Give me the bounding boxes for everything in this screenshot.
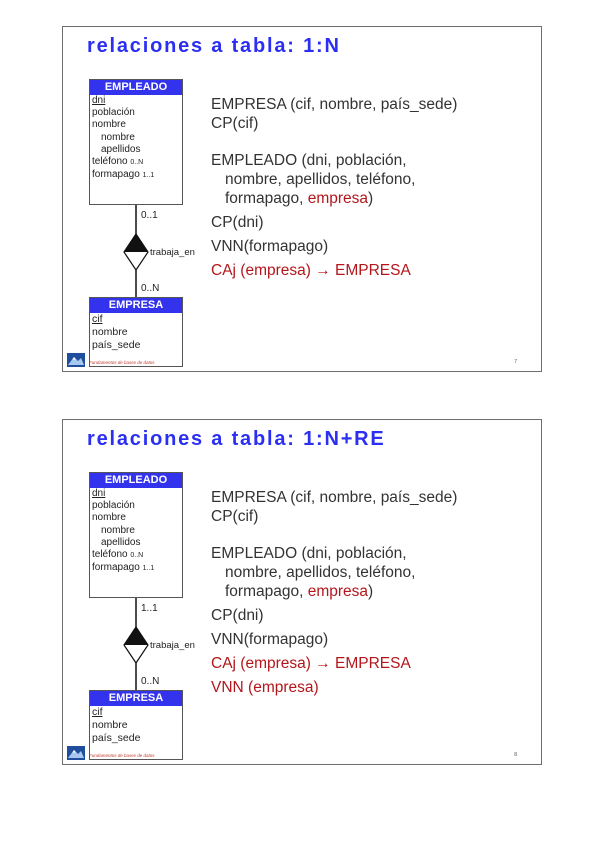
page-number: 8	[514, 752, 517, 758]
attribute-poblacion: población	[92, 107, 135, 119]
empleado-schema-line-3	[211, 189, 536, 208]
attribute-nombre-sub: nombre	[101, 524, 135, 536]
footer-text: Fundamentos de bases de datos	[89, 753, 155, 758]
attribute-poblacion: población	[92, 500, 135, 512]
attribute-formapago	[90, 169, 182, 182]
attribute-pais-sede: país_sede	[92, 339, 141, 351]
mountain-logo-icon	[67, 353, 85, 367]
slide-title: relaciones a tabla: 1:N+RE	[87, 428, 386, 450]
attribute-formapago	[90, 562, 182, 575]
attribute-dni: dni	[92, 488, 106, 499]
bottom-cardinality: 0..N	[141, 283, 160, 294]
attribute-telefono-name: teléfono	[92, 156, 128, 168]
empleado-schema-line-1: EMPLEADO (dni, población,	[211, 545, 407, 562]
foreign-key-attribute: empresa	[307, 583, 369, 600]
foreign-key-constraint: CAj (empresa) → EMPRESA	[211, 262, 411, 279]
relational-schema	[211, 95, 536, 280]
empresa-primary-key: CP(cif)	[211, 508, 259, 525]
attribute-nombre: nombre	[92, 512, 126, 524]
not-null-constraint: VNN(formapago)	[211, 631, 329, 648]
empresa-schema: EMPRESA (cif, nombre, país_sede)	[211, 96, 458, 113]
attribute-nombre: nombre	[92, 119, 126, 131]
slide-2	[62, 419, 542, 765]
mountain-logo-icon	[67, 746, 85, 760]
foreign-key-constraint: CAj (empresa) → EMPRESA	[211, 655, 411, 672]
footer-text: Fundamentos de bases de datos	[89, 360, 155, 365]
attribute-apellidos: apellidos	[101, 536, 141, 548]
empleado-schema-line-3	[211, 582, 536, 601]
empleado-entity	[89, 472, 183, 598]
empleado-schema-line-3-text: formapago,	[225, 190, 304, 207]
entity-name: EMPLEADO	[90, 473, 182, 488]
empresa-entity	[89, 297, 183, 367]
attribute-formapago-cardinality: 1..1	[142, 565, 155, 573]
closing-paren: )	[368, 190, 374, 207]
attribute-apellidos: apellidos	[101, 143, 141, 155]
relational-schema	[211, 488, 536, 697]
attribute-nombre: nombre	[92, 326, 128, 338]
empresa-entity	[89, 690, 183, 760]
attribute-cif: cif	[92, 313, 103, 325]
attribute-telefono	[90, 156, 182, 169]
relationship-name: trabaja_en	[150, 640, 195, 651]
empleado-primary-key: CP(dni)	[211, 214, 264, 231]
foreign-key-attribute: empresa	[307, 190, 369, 207]
attribute-formapago-name: formapago	[92, 562, 140, 574]
empleado-schema-line-1: EMPLEADO (dni, población,	[211, 152, 407, 169]
relationship-name: trabaja_en	[150, 247, 195, 258]
bottom-cardinality: 0..N	[141, 676, 160, 687]
attribute-pais-sede: país_sede	[92, 732, 141, 744]
attribute-dni: dni	[92, 95, 106, 106]
attribute-formapago-cardinality: 1..1	[142, 172, 155, 180]
empresa-schema: EMPRESA (cif, nombre, país_sede)	[211, 489, 458, 506]
closing-paren: )	[368, 583, 374, 600]
entity-name: EMPRESA	[90, 298, 182, 313]
empleado-schema-line-3-text: formapago,	[225, 583, 304, 600]
top-cardinality: 0..1	[141, 210, 158, 221]
attribute-telefono-cardinality: 0..N	[130, 552, 144, 560]
attribute-telefono-name: teléfono	[92, 549, 128, 561]
page-number: 7	[514, 359, 517, 365]
attribute-nombre-sub: nombre	[101, 131, 135, 143]
not-null-constraint: VNN(formapago)	[211, 238, 329, 255]
not-null-foreign-key: VNN (empresa)	[211, 679, 319, 696]
empleado-primary-key: CP(dni)	[211, 607, 264, 624]
attribute-telefono-cardinality: 0..N	[130, 159, 144, 167]
entity-name: EMPRESA	[90, 691, 182, 706]
entity-name: EMPLEADO	[90, 80, 182, 95]
empleado-entity	[89, 79, 183, 205]
top-cardinality: 1..1	[141, 603, 158, 614]
attribute-telefono	[90, 549, 182, 562]
slide-title: relaciones a tabla: 1:N	[87, 35, 341, 57]
empresa-primary-key: CP(cif)	[211, 115, 259, 132]
attribute-formapago-name: formapago	[92, 169, 140, 181]
slide-1	[62, 26, 542, 372]
empleado-schema-line-2: nombre, apellidos, teléfono,	[225, 564, 416, 581]
empleado-schema-line-2: nombre, apellidos, teléfono,	[225, 171, 416, 188]
attribute-cif: cif	[92, 706, 103, 718]
attribute-nombre: nombre	[92, 719, 128, 731]
